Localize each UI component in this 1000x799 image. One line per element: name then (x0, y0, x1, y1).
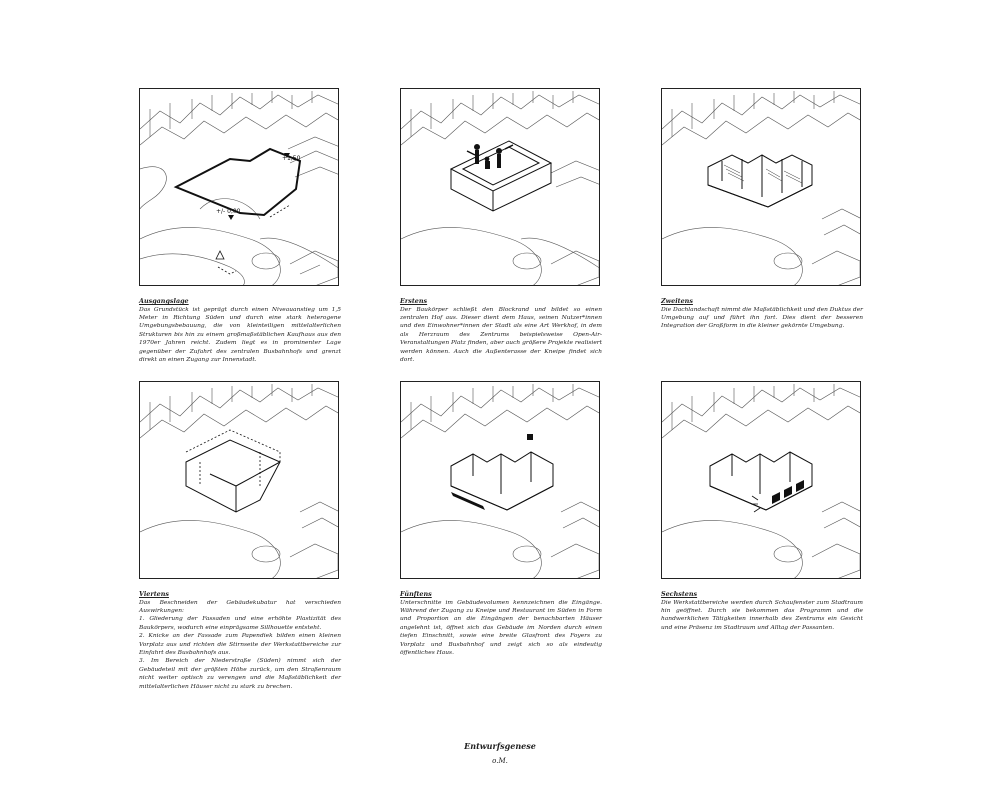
caption-title: Fünftens (400, 590, 432, 598)
caption-title: Viertens (139, 590, 169, 598)
caption-title: Sechstens (661, 590, 698, 598)
caption-text: Das Beschneiden der Gebäudekubatur hat verschieden Auswirkungen: (139, 599, 341, 614)
caption-text: Der Baukörper schließt den Blockrand und bildet so einen zentralen Hof aus. Dieser dient dem Haus, seinen Nutzer*innen und den Einwohner*innen der Stadt als eine Art Werkhof, in dem als Herzraum des Zentrums beispielsweise Open-Air-Veranstaltungen Platz finden, aber auch größere Projekte realisiert werden können. Auch die Außenterasse der Kneipe findet sich dort. (400, 306, 602, 364)
diagram-fuenftens (400, 381, 600, 579)
caption-text: 1. Gliederung der Fassaden und eine erhöhte Plastizität des Baukörpers, wodurch eine einprägsame Sillhouette entsteht. (139, 616, 341, 631)
caption-text: Unterschnitte im Gebäudevolumen kennzeichnen die Eingänge. Während der Zugang zu Kneipe und Restaurant im Süden in Form und Proportion an die Eingängen der benachbarten Häuser angelehnt ist, öffnet sich das Gebäude im Norden durch einen tiefen Einschnitt, sowie eine breite Glasfront des Foyers zu Vorplatz und Busbahnhof und zeigt sich so als eindeutig öffentliches Haus. (400, 599, 602, 657)
level-label-top: +1,50 (282, 155, 301, 162)
axonometric-block-drawing (401, 89, 600, 286)
axonometric-site-drawing (140, 89, 339, 286)
level-label-bottom: +/- 0,00 (216, 208, 241, 215)
axonometric-entrances-drawing (401, 382, 600, 579)
caption-text: Die Dachlandschaft nimmt die Maßstäblichkeit und den Duktus der Umgebung auf und führt ihn fort. Dies dient der besseren Integration der Großform in die kleiner gekörnte Umgebung. (661, 306, 863, 330)
caption-text: 3. Im Bereich der Niederstraße (Süden) nimmt sich der Gebäudeteil mit der größten Höhe zurück, um den Straßenraum nicht weiter optisch zu verengen und die Maßstäblichkeit der mittelalterlichen Häuser nicht zu stark zu brechen. (139, 658, 341, 690)
scale-note: o.M. (492, 757, 508, 765)
light-rays-icon (751, 496, 760, 512)
caption-title: Erstens (400, 297, 428, 305)
caption-title: Zweitens (661, 297, 693, 305)
caption-text: 2. Knicke an der Fassade zum Papendiek bilden einen kleinen Vorplatz aus und richten die Stirnseite der Werkstattbereiche zur Einfahrt des Busbahnhofs aus. (139, 633, 341, 657)
shop-window-icon (772, 480, 804, 504)
caption-text: Die Werkstattbereiche werden durch Schaufenster zum Stadtraum hin geöffnet. Durch sie bekommen das Programm und die handwerklichen Tätigkeiten innerhalb des Zentrums ein Gesicht und eine Präsenz im Stadtraum und Alltag der Passanten. (661, 599, 863, 631)
caption-viertens (139, 590, 341, 691)
diagram-viertens (139, 381, 339, 579)
caption-erstens (400, 297, 602, 364)
page-title: Entwurfsgenese (464, 741, 536, 751)
caption-title: Ausgangslage (139, 297, 189, 305)
diagram-zweitens (661, 88, 861, 286)
caption-zweitens (661, 297, 863, 331)
diagram-sechstens (661, 381, 861, 579)
axonometric-cut-drawing (140, 382, 339, 579)
caption-sechstens (661, 590, 863, 632)
caption-text: Das Grundstück ist geprägt durch einen Niveauanstieg um 1,5 Meter in Richtung Süden und durch eine stark heterogene Umgebungsbebauung, die von kleinteiligen mittelalterlichen Strukturen bis hin zu einem großmaßstäblichen Kaufhaus aus den 1970er Jahren reicht. Zudem liegt es in prominenter Lage gegenüber der Zufahrt des zentralen Busbahnhofs und grenzt direkt an einen Zugang zur Innenstadt. (139, 306, 341, 364)
level-marker-icon (228, 215, 234, 220)
diagram-ausgangslage (139, 88, 339, 286)
glass-front-icon (451, 492, 485, 510)
caption-fuenftens (400, 590, 602, 657)
north-arrow-icon (216, 251, 224, 259)
axonometric-roof-drawing (662, 89, 861, 286)
entrance-marker-icon (527, 434, 533, 440)
diagram-erstens (400, 88, 600, 286)
caption-ausgangslage (139, 297, 341, 364)
axonometric-shopwindow-drawing (662, 382, 861, 579)
